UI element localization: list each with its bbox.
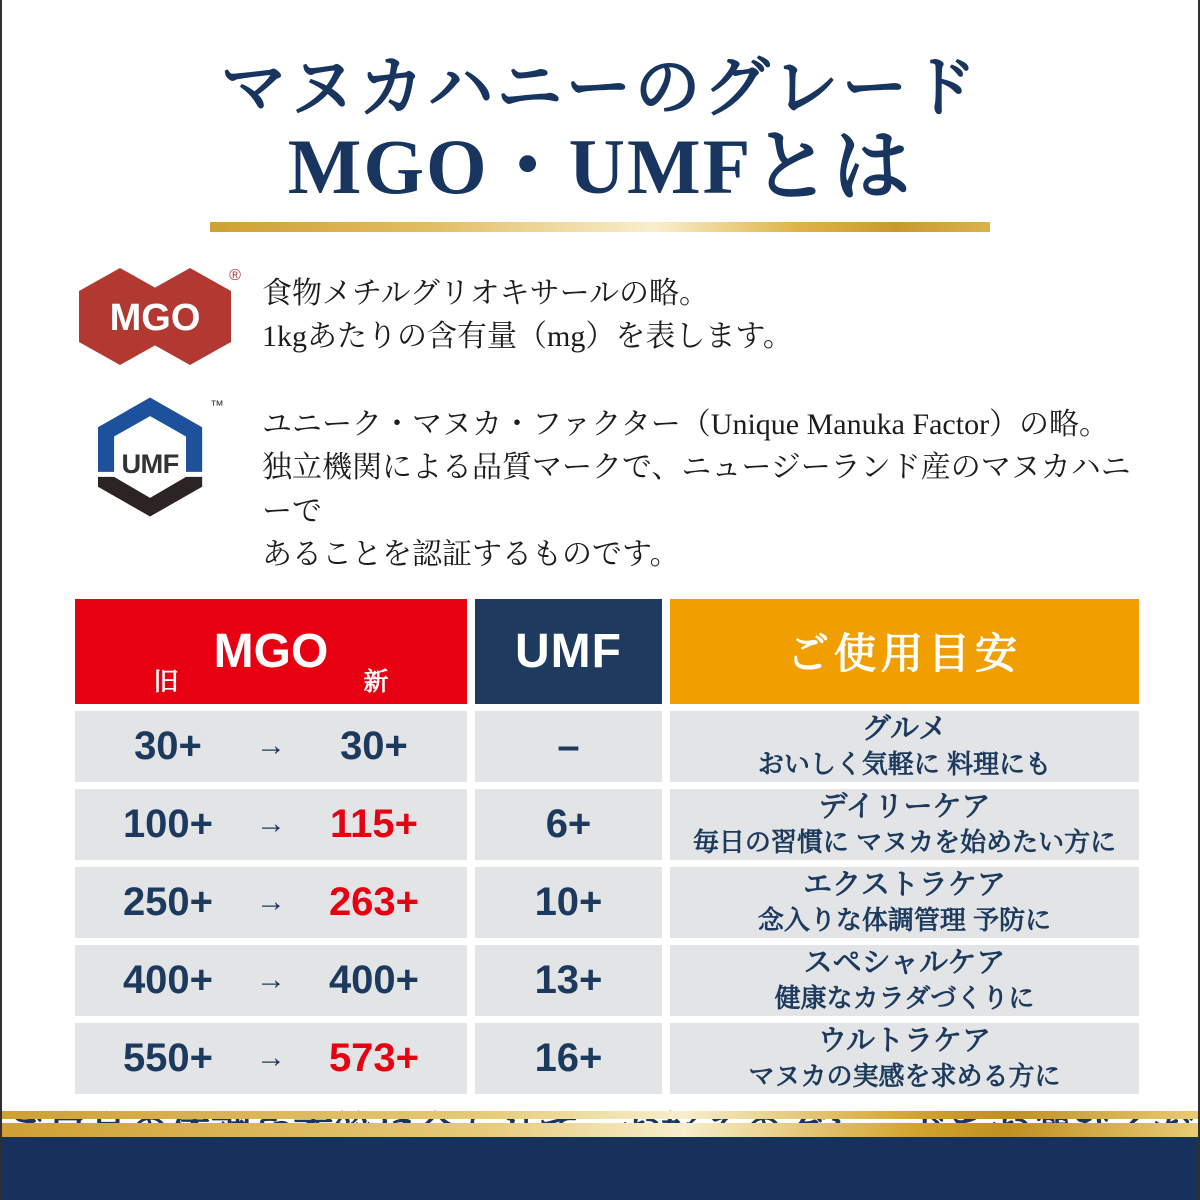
umf-value: – (557, 723, 580, 768)
table-header-usage (670, 599, 1139, 704)
gold-stripe-thick (2, 1123, 1198, 1137)
usage-desc: 健康なカラダづくりに (774, 983, 1035, 1014)
mgo-new-value: 400+ (328, 957, 420, 1002)
mgo-old-value: 250+ (122, 879, 214, 924)
grade-table (75, 599, 1139, 1094)
table-row-5-umf (475, 1023, 662, 1094)
mgo-old-value: 550+ (122, 1035, 214, 1080)
umf-badge-row (75, 395, 1142, 577)
usage-desc: 毎日の習慣に マヌカを始めたい方に (692, 827, 1117, 858)
umf-value: 10+ (534, 879, 603, 924)
usage-title: デイリーケア (818, 790, 991, 823)
umf-desc-line1: ユニーク・マヌカ・ファクター（Unique Manuka Factor）の略。 (262, 407, 1110, 441)
header-mgo-new-label: 新 (363, 667, 389, 696)
usage-desc: 念入りな体調管理 予防に (757, 905, 1052, 936)
mgo-new-value: 263+ (328, 879, 420, 924)
mgo-description (262, 264, 793, 359)
table-row-4-mgo (75, 945, 467, 1016)
header-usage-label: ご使用目安 (786, 630, 1022, 678)
mgo-desc-line2: 1kgあたりの含有量（mg）を表します。 (262, 320, 793, 354)
usage-desc: おいしく気軽に 料理にも (757, 749, 1052, 780)
umf-value: 16+ (534, 1035, 603, 1080)
title-line2: MGO・UMFとは (287, 122, 913, 210)
mgo-desc-line1: 食物メチルグリオキサールの略。 (262, 276, 709, 310)
umf-trademark-mark: ™ (210, 397, 224, 413)
arrow-icon: → (256, 807, 286, 841)
mgo-new-value: 30+ (340, 723, 408, 768)
umf-value: 6+ (545, 801, 592, 846)
arrow-icon: → (256, 1041, 286, 1075)
umf-logo-icon (88, 395, 227, 519)
usage-desc: マヌカの実感を求める方に (748, 1061, 1061, 1092)
mgo-old-value: 100+ (122, 801, 214, 846)
umf-value: 13+ (534, 957, 603, 1002)
badge-section (75, 264, 1142, 577)
title-line1: マヌカハニーのグレード (220, 52, 980, 125)
mgo-badge-row (75, 264, 1142, 375)
mgo-logo-icon (75, 264, 247, 370)
table-row-5-mgo (75, 1023, 467, 1094)
usage-title: グルメ (861, 712, 948, 745)
usage-title: ウルトラケア (817, 1024, 992, 1057)
umf-desc-line3: あることを認証するものです。 (262, 538, 680, 572)
table-row-1-usage (670, 711, 1139, 782)
header-mgo-old-label: 旧 (153, 667, 179, 696)
table-row-2-umf (475, 789, 662, 860)
table-row-4-usage (670, 945, 1139, 1016)
title-underline (210, 222, 990, 232)
table-header-umf (475, 599, 662, 704)
table-row-5-usage (670, 1023, 1139, 1094)
table-row-2-usage (670, 789, 1139, 860)
umf-logo-text: UMF (121, 447, 179, 479)
usage-title: スペシャルケア (803, 946, 1006, 979)
table-row-3-usage (670, 867, 1139, 938)
umf-description (262, 395, 1142, 577)
arrow-icon: → (256, 963, 286, 997)
header-umf-label: UMF (515, 624, 622, 678)
umf-logo-col (75, 395, 262, 524)
table-row-2-mgo (75, 789, 467, 860)
table-row-1-mgo (75, 711, 467, 782)
arrow-icon: → (256, 729, 286, 763)
mgo-registered-mark: ® (229, 266, 241, 284)
umf-desc-line2: 独立機関による品質マークで、ニュージーランド産のマヌカハニーで (262, 451, 1131, 528)
mgo-logo-col (75, 264, 262, 375)
navy-footer-band (2, 1137, 1198, 1200)
mgo-old-value: 400+ (122, 957, 214, 1002)
page-title (2, 52, 1198, 208)
table-header-mgo (75, 599, 467, 704)
mgo-logo-text: MGO (109, 296, 201, 339)
mgo-new-value: 115+ (330, 801, 418, 846)
mgo-new-value: 573+ (328, 1035, 420, 1080)
table-row-3-umf (475, 867, 662, 938)
gold-stripe-thin (2, 1111, 1198, 1119)
table-row-3-mgo (75, 867, 467, 938)
table-row-4-umf (475, 945, 662, 1016)
arrow-icon: → (256, 885, 286, 919)
table-row-1-umf (475, 711, 662, 782)
usage-title: エクストラケア (803, 868, 1006, 901)
header-mgo-label: MGO (213, 624, 329, 678)
mgo-old-value: 30+ (134, 723, 202, 768)
